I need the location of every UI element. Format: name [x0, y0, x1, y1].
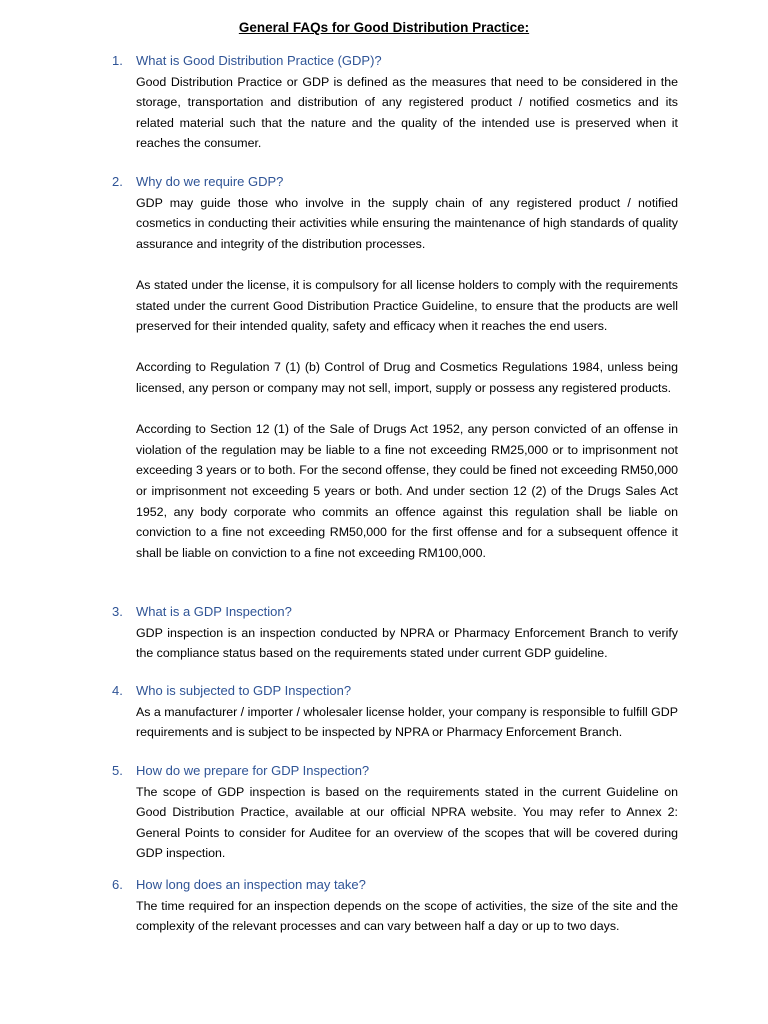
faq-answer-paragraph: The scope of GDP inspection is based on the requirements stated in the current Guideline on Good Distribution Practice, available at our official NPRA website. You may refer to Annex 2: General Points to consider for Auditee for an overview of the scopes that will be covered during GDP inspection. — [136, 784, 678, 861]
faq-question-5 — [112, 761, 672, 782]
faq-question-2 — [112, 172, 672, 193]
faq-answer-4 — [136, 702, 678, 743]
faq-answer-paragraph: Good Distribution Practice or GDP is defined as the measures that need to be considered in the storage, transportation and distribution of any registered product / notified cosmetics and its related material such that the nature and the quality of the intended use is preserved when it reaches the consumer. — [136, 74, 678, 151]
faq-question-text: How do we prepare for GDP Inspection? — [136, 763, 370, 778]
faq-question-text: Who is subjected to GDP Inspection? — [136, 683, 352, 698]
faq-answer-paragraph: GDP inspection is an inspection conducted by NPRA or Pharmacy Enforcement Branch to verify the compliance status based on the requirements stated under current GDP guideline. — [136, 625, 678, 661]
faq-question-text: What is Good Distribution Practice (GDP)? — [136, 53, 382, 68]
faq-answer-paragraph: GDP may guide those who involve in the supply chain of any registered product / notified cosmetics in conducting their activities while ensuring the maintenance of high standards of quality assurance and integrity of the distribution processes. — [136, 195, 678, 251]
faq-answer-paragraph: The time required for an inspection depends on the scope of activities, the size of the site and the complexity of the relevant processes and can vary between half a day or up to two days. — [136, 898, 678, 934]
document-title: General FAQs for Good Distribution Practice: — [238, 20, 530, 35]
faq-question-3 — [112, 602, 672, 623]
faq-question-text: Why do we require GDP? — [136, 174, 284, 189]
faq-question-6 — [112, 875, 672, 896]
faq-answer-paragraph: As a manufacturer / importer / wholesaler license holder, your company is responsible to fulfill GDP requirements and is subject to be inspected by NPRA or Pharmacy Enforcement Branch. — [136, 704, 678, 740]
faq-number: 3. — [112, 604, 123, 619]
faq-answer-2 — [136, 193, 678, 564]
faq-number: 5. — [112, 763, 123, 778]
faq-question-4 — [112, 681, 672, 702]
faq-answer-6 — [136, 896, 678, 937]
faq-question-1 — [112, 51, 672, 72]
faq-number: 6. — [112, 877, 123, 892]
faq-number: 4. — [112, 683, 123, 698]
faq-number: 2. — [112, 174, 123, 189]
faq-answer-paragraph: According to Regulation 7 (1) (b) Control of Drug and Cosmetics Regulations 1984, unless being licensed, any person or company may not sell, import, supply or possess any registered products. — [136, 360, 678, 395]
faq-answer-3 — [136, 623, 678, 664]
faq-answer-paragraph: According to Section 12 (1) of the Sale of Drugs Act 1952, any person convicted of an offense in violation of the regulation may be liable to a fine not exceeding RM25,000 or to imprisonment not exceeding 3 years or to both. For the second offense, they could be fined not exceeding RM50,000 or imprisonment not exceeding 5 years or both. And under section 12 (2) of the Drugs Sales Act 1952, any body corporate who commits an offence against this regulation shall be liable on conviction to a fine not exceeding RM50,000 for the first offense and for a subsequent offence it shall be liable on conviction to a fine not exceeding RM100,000. — [136, 422, 678, 560]
faq-answer-paragraph: As stated under the license, it is compulsory for all license holders to comply with the requirements stated under the current Good Distribution Practice Guideline, to ensure that the products are well preserved for their intended quality, safety and efficacy when it reaches the end users. — [136, 277, 678, 334]
faq-answer-1 — [136, 72, 678, 154]
faq-question-text: What is a GDP Inspection? — [136, 604, 292, 619]
faq-question-text: How long does an inspection may take? — [136, 877, 366, 892]
faq-answer-5 — [136, 782, 678, 864]
faq-number: 1. — [112, 53, 123, 68]
